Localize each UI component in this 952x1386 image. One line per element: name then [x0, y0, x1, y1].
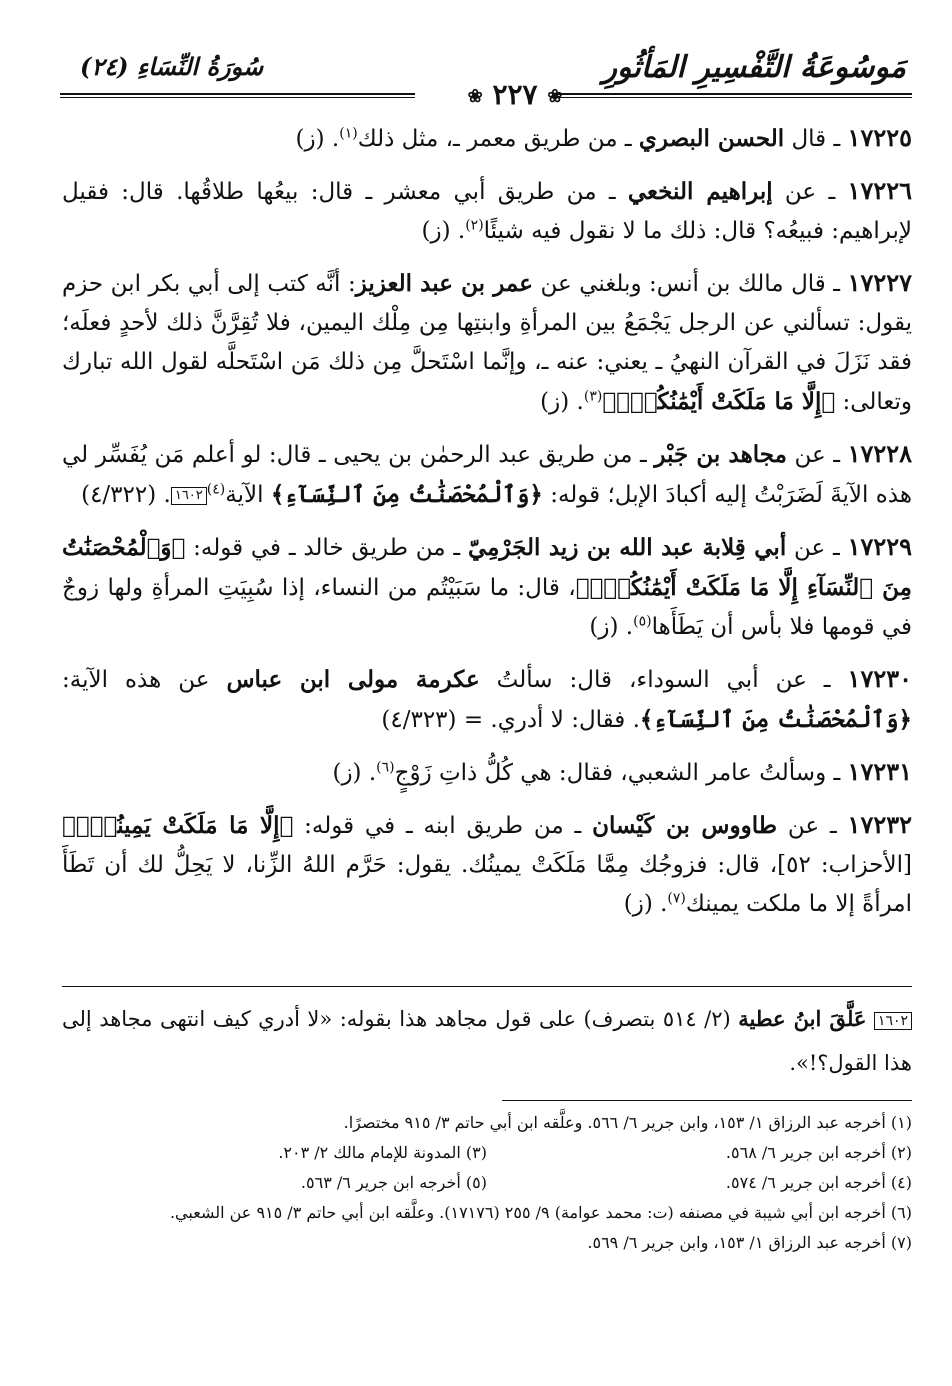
- entry-text-2: الآية: [225, 482, 271, 508]
- ornament-icon: ❀: [547, 86, 563, 107]
- entry-text: ـ من طريق ابنه ـ في قوله:: [293, 813, 593, 839]
- quran-verse: ﴿إِلَّا مَا مَلَكَتْ أَيْمَٰنُكُمْۖ﴾: [602, 388, 836, 415]
- page-number-text: ٢٢٧: [492, 78, 538, 111]
- narrator-name: عمر بن عبد العزيز: [355, 270, 533, 297]
- footnote-2: (٢) أخرجه ابن جرير ٦/ ٥٦٨.: [725, 1143, 912, 1162]
- entry-text-2: . فقال: لا أدري. = (٤/٣٢٣): [381, 707, 640, 733]
- footnote-ref: (١): [339, 125, 358, 142]
- entry-pre: ـ عن أبي السوداء، قال: سألتُ: [479, 667, 848, 693]
- footnote-ref: (٢): [465, 217, 484, 234]
- entry-tail: . (ز): [540, 389, 584, 415]
- entry-tail: . (٤/٣٢٢): [81, 482, 171, 508]
- entry-text: : أنَّه كتب إلى أبي بكر ابن حزم يقول: تسألني عن الرجل يَجْمَعُ بين المرأةِ وابنتِها مِن مِلْك اليمين، فلا تُقِرَّنَّ ذلك لأحدٍ فعلَه؛ فقد نَزَلَ في القرآن النهيُ ـ يعني: عنه ـ، وإنَّما اسْتَحلَّ مِن ذلك مَن اسْتَحلَّه لقول الله تبارك وتعالى:: [62, 271, 912, 415]
- quran-verse: ﴿وَٱلْمُحْصَنَٰتُ مِنَ ٱلنِّسَآءِ﴾: [639, 706, 912, 733]
- entry-number: ١٧٢٣١: [847, 757, 912, 786]
- footnote-row: [62, 1168, 912, 1198]
- quran-verse: ﴿إِلَّا مَا مَلَكَتْ يَمِينُكَۗ﴾: [62, 812, 294, 839]
- main-text: [62, 118, 912, 936]
- entry-tail: . (ز): [623, 891, 668, 917]
- entry-number: ١٧٢٣٠: [847, 664, 912, 693]
- book-title: مَوسُوعَةُ التَّفْسِيرِ المَأثُورِ: [602, 50, 906, 85]
- footnote-7: (٧) أخرجه عبد الرزاق ١/ ١٥٣، وابن جرير ٦/ ٥٦٩.: [587, 1233, 912, 1252]
- header-rule-left: [60, 93, 415, 95]
- footnote-6: (٦) أخرجه ابن أبي شيبة في مصنفه (ت: محمد عوامة) ٩/ ٢٥٥ (١٧١٧٦). وعلَّقه ابن أبي حاتم ٣/ ٩١٥ عن الشعبي.: [169, 1203, 912, 1222]
- footnote-3: (٣) المدونة للإمام مالك ٢/ ٢٠٣.: [278, 1143, 487, 1162]
- footnote-ref: (٤): [206, 481, 226, 498]
- footnote-ref: (٧): [667, 890, 686, 907]
- footnote-ref: (٥): [633, 613, 652, 630]
- entry-pre: ـ عن: [786, 535, 848, 561]
- narrator-name: عكرمة مولى ابن عباس: [226, 666, 480, 693]
- entry-text: ـ من طريق خالد ـ في قوله:: [185, 535, 468, 561]
- entry-number: ١٧٢٢٧: [847, 268, 913, 297]
- entry-tail: . (ز): [421, 218, 466, 244]
- page-header: [60, 46, 912, 116]
- entry-pre: ـ وسألتُ عامر الشعبي، فقال: هي كُلُّ ذاتِ زَوْجٍ: [394, 760, 848, 786]
- entry-number: ١٧٢٢٥: [847, 123, 912, 152]
- footnote-ref: (٦): [376, 759, 395, 776]
- narrator-name: الحسن البصري: [638, 125, 785, 152]
- entry-text: ـ من طريق معمر ـ، مثل ذلك: [357, 126, 639, 152]
- comment-number-box: ١٦٠٢: [874, 1012, 912, 1030]
- entry-tail: . (ز): [332, 760, 377, 786]
- footnote-separator: [502, 1100, 912, 1101]
- narrator-name: طاووس بن كَيْسان: [592, 812, 778, 839]
- entry-pre: ـ عن: [777, 813, 848, 839]
- entry-17232: [62, 805, 912, 924]
- entry-text: ـ من طريق عبد الرحمٰن بن يحيى ـ قال: لو أعلم مَن يُفَسِّر لي هذه الآيةَ لَضَرَبْتُ إليه أكبادَ الإبل؛ قوله:: [62, 442, 912, 508]
- entry-text-2: [الأحزاب: ٥٢]، قال: فزوجُك مِمَّا مَلَكَتْ يمينُك. يقول: حَرَّم اللهُ الزِّنا، لا يَحِلُّ لك أن تَطَأَ امرأةً إلا ما ملكت يمينك: [62, 852, 913, 917]
- entry-tail: . (ز): [295, 126, 340, 152]
- entry-17230: [62, 659, 912, 740]
- entry-17227: [62, 263, 912, 422]
- entry-pre: ـ عن: [786, 442, 848, 468]
- entry-number: ١٧٢٣٢: [847, 810, 912, 839]
- entry-tail: . (ز): [589, 614, 634, 640]
- comment-author: عَلَّقَ ابنُ عطية: [738, 1006, 867, 1031]
- entry-17226: [62, 171, 912, 251]
- quran-verse: ﴿وَٱلْمُحْصَنَٰتُ مِنَ ٱلنِّسَآءِ﴾: [270, 481, 543, 508]
- entry-17229: [62, 527, 912, 647]
- footnote-1: (١) أخرجه عبد الرزاق ١/ ١٥٣، وابن جرير ٦/ ٥٦٦. وعلَّقه ابن أبي حاتم ٣/ ٩١٥ مختصرًا.: [343, 1113, 912, 1132]
- footnote-ref: (٣): [583, 388, 603, 405]
- footnotes: [62, 1108, 912, 1258]
- narrator-name: إبراهيم النخعي: [627, 178, 773, 205]
- entry-text: ـ من طريق أبي معشر ـ قال: بيعُها طلاقُها. قال: فقيل لإبراهيم: فبيعُه؟ قال: ذلك ما لا نقول فيه شيئًا: [62, 179, 912, 244]
- comment-separator: [62, 986, 912, 987]
- header-rule-left-thin: [60, 97, 415, 98]
- entry-number: ١٧٢٢٦: [847, 176, 912, 205]
- entry-number: ١٧٢٢٩: [847, 532, 913, 561]
- ornament-icon: ❀: [467, 86, 483, 107]
- entry-17228: [62, 434, 912, 515]
- footnote-4: (٤) أخرجه ابن جرير ٦/ ٥٧٤.: [725, 1173, 912, 1192]
- entry-number: ١٧٢٢٨: [847, 439, 913, 468]
- narrator-name: مجاهد بن جَبْر: [654, 441, 787, 468]
- header-rule-right: [552, 93, 912, 95]
- page-number: [440, 78, 590, 111]
- footnote-row: [62, 1138, 912, 1168]
- editor-comment: [62, 997, 912, 1085]
- footnote-5: (٥) أخرجه ابن جرير ٦/ ٥٦٣.: [300, 1173, 487, 1192]
- header-rule-right-thin: [552, 97, 912, 98]
- entry-text-2: ، قال: ما سَبَيْتُم من النساء، إذا سُبِيَتِ المرأةِ ولها زوجٌ في قومها فلا بأس أن يَطَأَها: [62, 575, 912, 640]
- entry-text: عن هذه الآية:: [62, 667, 227, 693]
- entry-pre: ـ عن: [772, 179, 848, 205]
- entry-17231: [62, 752, 912, 793]
- entry-pre: ـ قال مالك بن أنس: وبلغني عن: [532, 271, 848, 297]
- comment-ref-box: ١٦٠٢: [171, 487, 207, 505]
- comment-text: (٢/ ٥١٤ بتصرف) على قول مجاهد هذا بقوله: «لا أدري كيف انتهى مجاهد إلى هذا القول؟!».: [62, 1007, 912, 1075]
- quran-verse: ﴿وَٱلْمُحْصَنَٰتُ مِنَ ٱلنِّسَآءِ إِلَّا مَا مَلَكَتْ أَيْمَٰنُكُمْۖ﴾: [62, 534, 912, 601]
- surah-label: سُورَةُ النِّسَاءِ (٢٤): [80, 52, 264, 81]
- narrator-name: أبي قِلابة عبد الله بن زيد الجَرْمِيّ: [467, 534, 787, 561]
- entry-17225: [62, 118, 912, 159]
- entry-pre: ـ قال: [784, 126, 848, 152]
